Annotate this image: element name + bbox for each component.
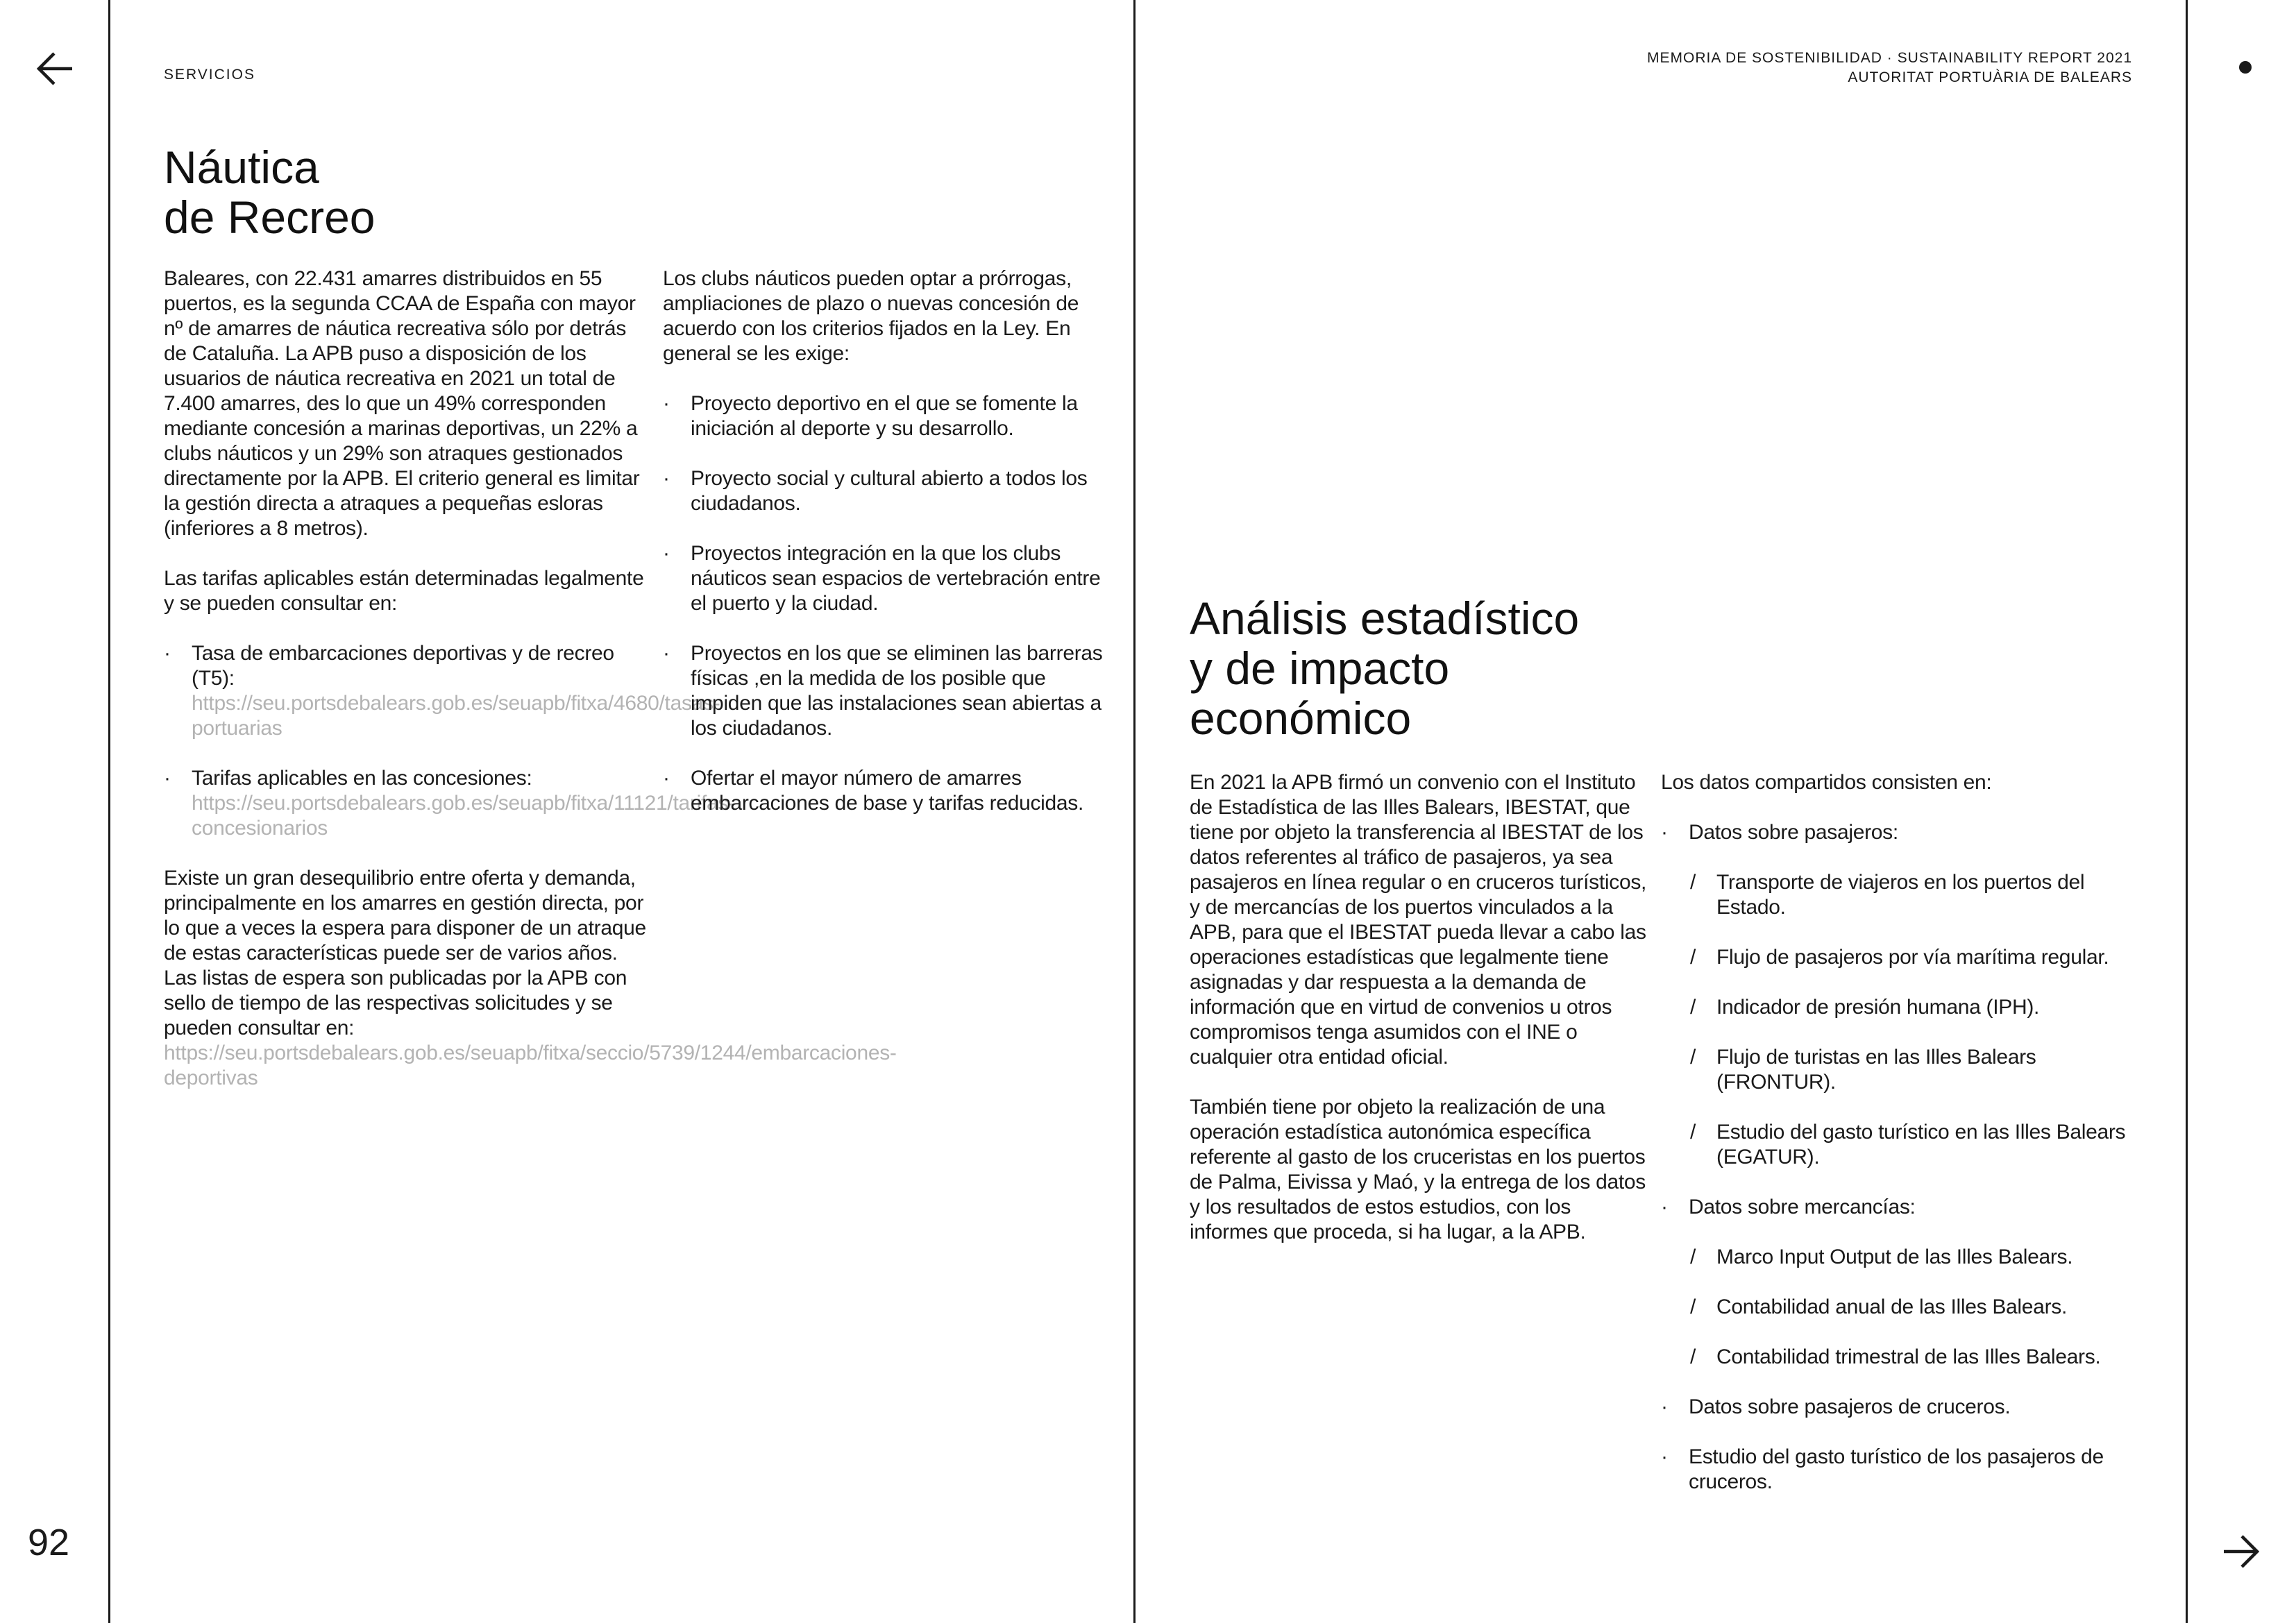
list-item: · Ofertar el mayor número de amarres embarcaciones de base y tarifas reducidas. — [663, 766, 1107, 816]
tasas-portuarias-link[interactable]: https://seu.portsdebalears.gob.es/seuapb/fitxa/4680/tasas-portuarias — [192, 692, 720, 740]
list-item-text: Tasa de embarcaciones deportivas y de recreo (T5): — [192, 642, 614, 690]
sub-list-item: / Estudio del gasto turístico en las Illes Balears (EGATUR). — [1661, 1120, 2147, 1170]
tariff-list — [164, 641, 735, 841]
list-item: · Proyectos integración en la que los clubs náuticos sean espacios de vertebración entre el puerto y la ciudad. — [663, 541, 1107, 616]
list-item — [164, 641, 720, 741]
prev-page-button[interactable] — [36, 51, 74, 86]
right-margin-rule — [2186, 0, 2188, 1623]
list-item — [164, 766, 735, 841]
paragraph: Los clubs náuticos pueden optar a prórrogas, ampliaciones de plazo o nuevas concesión de acuerdo con los criterios fijados en la Ley. En general se les exige: — [663, 267, 1079, 365]
title-line: Náutica — [164, 142, 319, 193]
dot-icon — [2239, 61, 2252, 74]
running-header — [1438, 49, 2132, 87]
shared-data-list — [1661, 820, 2147, 1495]
sub-list-item: / Contabilidad trimestral de las Illes Balears. — [1661, 1345, 2147, 1370]
left-margin-rule — [108, 0, 110, 1623]
page-number: 92 — [28, 1522, 70, 1563]
title-line: y de impacto — [1190, 643, 1450, 694]
title-line: de Recreo — [164, 192, 375, 243]
title-line: económico — [1190, 692, 1412, 744]
list-item: · Estudio del gasto turístico de los pasajeros de cruceros. — [1661, 1445, 2147, 1495]
list-item-text: Tarifas aplicables en las concesiones: — [192, 767, 532, 790]
sub-list-item: / Flujo de turistas en las Illes Balears (FRONTUR). — [1661, 1045, 2147, 1095]
sub-list-item: / Flujo de pasajeros por vía marítima regular. — [1661, 945, 2147, 970]
paragraph: También tiene por objeto la realización de una operación estadística autonómica específica referente al gasto de los cruceristas en los puertos de Palma, Eivissa y Maó, y la entrega de los datos y los resultados de estos estudios, con los informes que proceda, si ha lugar, a la APB. — [1190, 1096, 1646, 1243]
list-item: · Proyectos en los que se eliminen las barreras físicas ,en la medida de los posible que impiden que las instalaciones sean abiertas a los ciudadanos. — [663, 641, 1107, 741]
paragraph: Las tarifas aplicables están determinadas legalmente y se pueden consultar en: — [164, 567, 644, 615]
title-line: Análisis estadístico — [1190, 593, 1580, 644]
report-title: MEMORIA DE SOSTENIBILIDAD · SUSTAINABILITY REPORT 2021 — [1647, 50, 2132, 66]
list-item: · Datos sobre mercancías: — [1661, 1195, 2147, 1220]
list-item: · Datos sobre pasajeros: — [1661, 820, 2147, 845]
right-column-1 — [1190, 770, 1648, 1270]
sub-list-item: / Marco Input Output de las Illes Balears. — [1661, 1245, 2147, 1270]
next-page-button[interactable] — [2222, 1534, 2260, 1569]
organization-name: AUTORITAT PORTUÀRIA DE BALEARS — [1848, 69, 2132, 85]
embarcaciones-deportivas-link[interactable]: https://seu.portsdebalears.gob.es/seuapb/fitxa/seccio/5739/1244/embarcaciones-deportivas — [164, 1042, 897, 1089]
spine-rule — [1133, 0, 1136, 1623]
list-item: · Datos sobre pasajeros de cruceros. — [1661, 1395, 2147, 1420]
right-column-2 — [1661, 770, 2147, 1520]
arrow-right-icon — [2222, 1534, 2260, 1569]
section-title-nautica — [164, 142, 650, 242]
arrow-left-icon — [36, 51, 74, 86]
section-label: SERVICIOS — [164, 67, 255, 83]
paragraph: Baleares, con 22.431 amarres distribuidos en 55 puertos, es la segunda CCAA de España con mayor nº de amarres de náutica recreativa sólo por detrás de Cataluña. La APB puso a disposición de los usuarios de náutica recreativa en 2021 un total de 7.400 amarres, des lo que un 49% corresponden mediante concesión a marinas deportivas, un 22% a clubs náuticos y un 29% son atraques gestionados directamente por la APB. El criterio general es limitar la gestión directa a atraques a pequeñas esloras (inferiores a 8 metros). — [164, 267, 640, 540]
paragraph: Los datos compartidos consisten en: — [1661, 771, 1992, 794]
left-column-2 — [663, 266, 1107, 841]
paragraph-text: Existe un gran desequilibrio entre oferta y demanda, principalmente en los amarres en gestión directa, por lo que a veces la espera para disponer de un atraque de estas características puede ser de varios años. Las listas de espera son publicadas por la APB con sello de tiempo de las respectivas solicitudes y se pueden consultar en: — [164, 867, 646, 1039]
list-item: · Proyecto social y cultural abierto a todos los ciudadanos. — [663, 466, 1107, 516]
sub-list-item: / Indicador de presión humana (IPH). — [1661, 995, 2147, 1020]
list-item: · Proyecto deportivo en el que se fomente la iniciación al deporte y su desarrollo. — [663, 391, 1107, 441]
requirements-list — [663, 391, 1107, 816]
paragraph: En 2021 la APB firmó un convenio con el Instituto de Estadística de las Illes Balears, IBESTAT, que tiene por objeto la transferencia al IBESTAT de los datos referentes al tráfico de pasajeros, ya sea pasajeros en línea regular o en cruceros turísticos, y de mercancías de los puertos vinculados a la APB, para que el IBESTAT pueda llevar a cabo las operaciones estadísticas que legalmente tiene asignadas y dar respuesta a la demanda de información que en virtud de convenios u otros compromisos tenga asumidos con el INE o cualquier otra entidad oficial. — [1190, 771, 1647, 1069]
sub-list-item: / Contabilidad anual de las Illes Balears. — [1661, 1295, 2147, 1320]
tarifas-concesionarios-link[interactable]: https://seu.portsdebalears.gob.es/seuapb/fitxa/11121/tarifas-concesionarios — [192, 792, 735, 840]
sub-list-item: / Transporte de viajeros en los puertos del Estado. — [1661, 870, 2147, 920]
section-title-analisis — [1190, 593, 1675, 743]
paragraph — [164, 866, 897, 1091]
